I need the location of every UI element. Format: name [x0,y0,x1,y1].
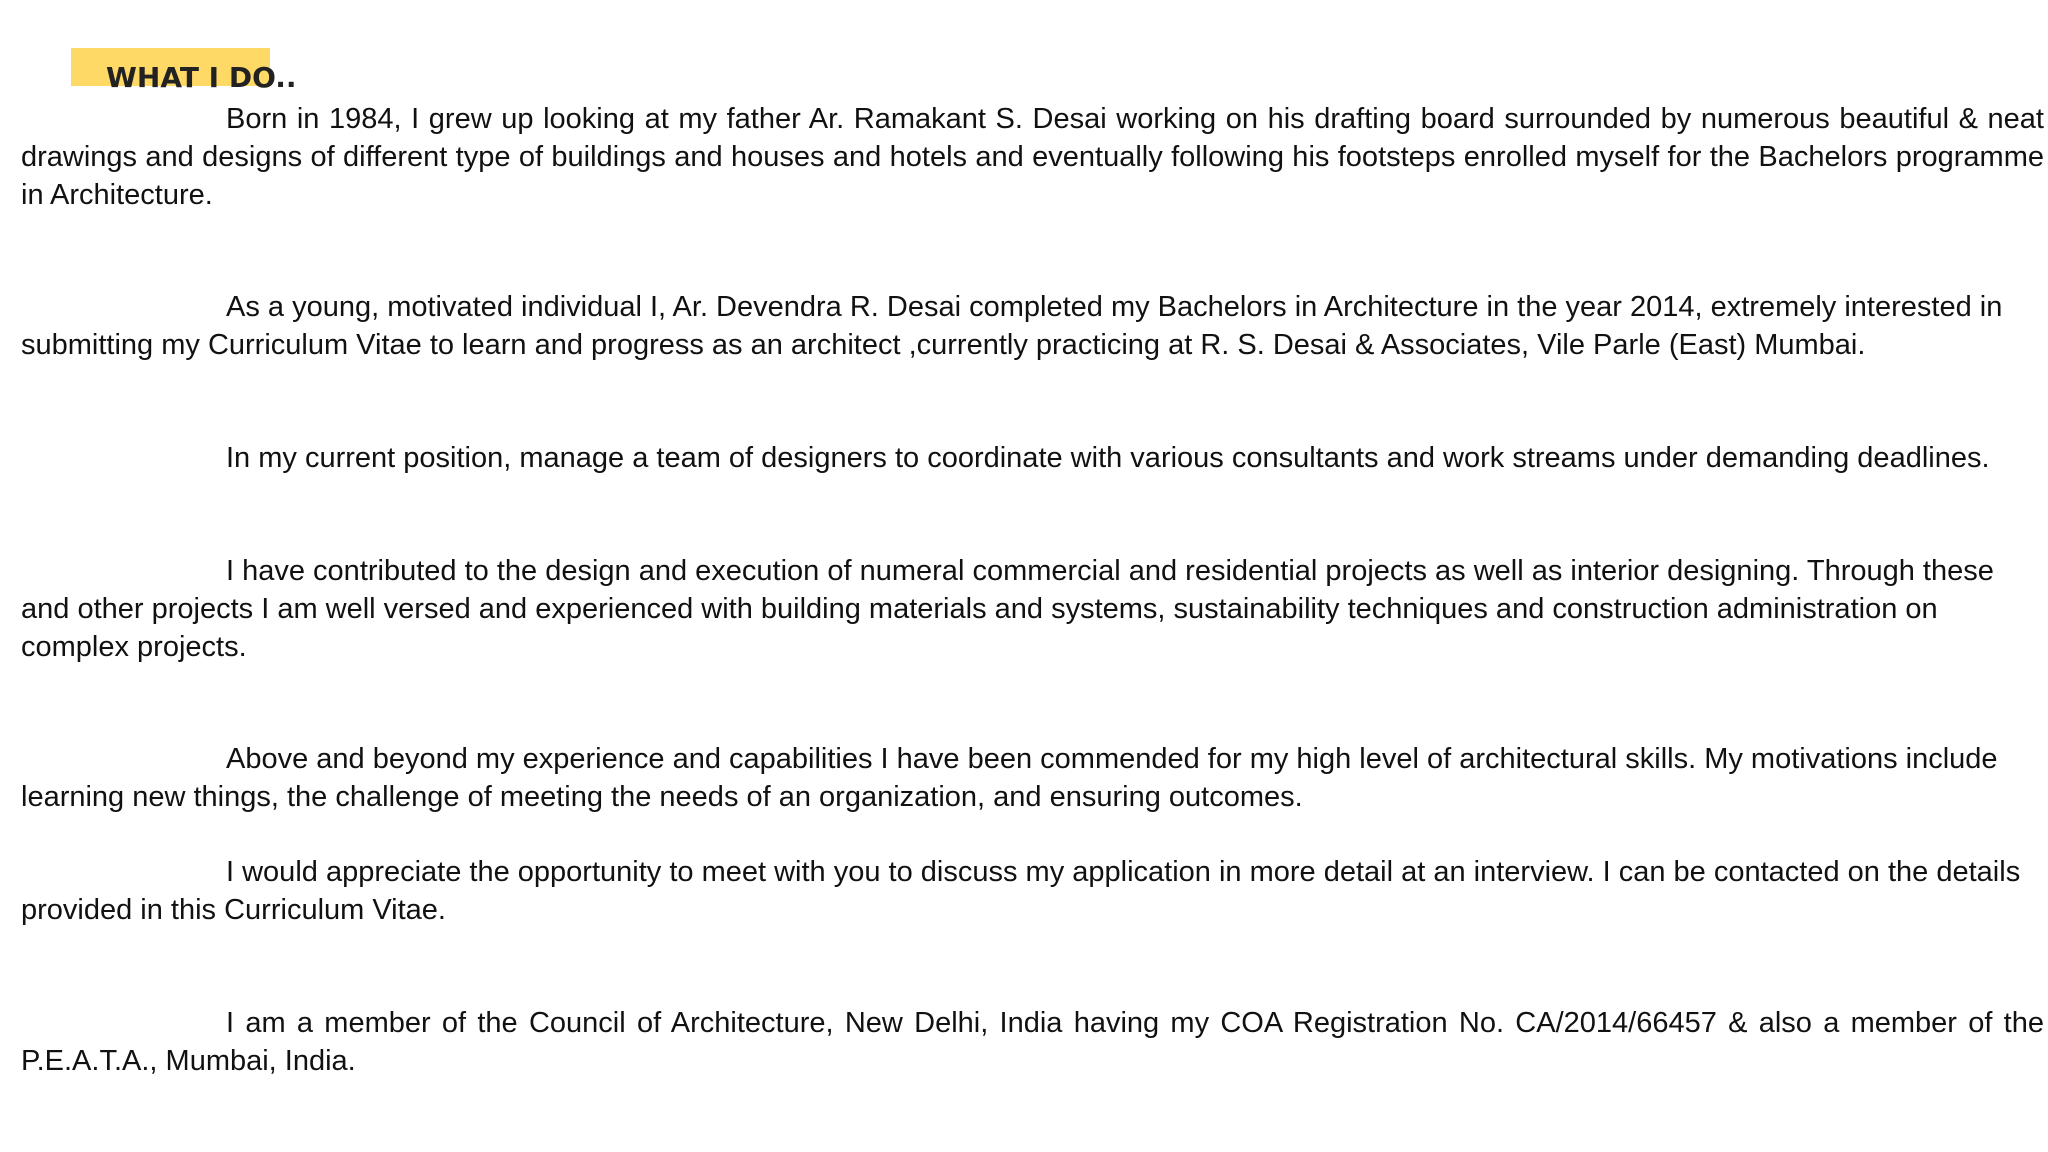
paragraph-projects: I have contributed to the design and execution of numeral commercial and residential projects as well as interior designing. Through these and other projects I am well versed and experienced with building materials and systems, sustainability techniques and construction administration on complex projects. [21,555,1994,663]
paragraph-current-position: In my current position, manage a team of designers to coordinate with various consultants and work streams under demanding deadlines. [226,442,1990,474]
paragraph-background: Born in 1984, I grew up looking at my father Ar. Ramakant S. Desai working on his drafting board surrounded by numerous beautiful & neat drawings and designs of different type of buildings and houses and hotels and eventually following his footsteps enrolled myself for the Bachelors programme in Architecture. [21,103,2044,211]
section-heading: WHAT I DO.. [106,61,297,94]
paragraph-contact: I would appreciate the opportunity to meet with you to discuss my application in more detail at an interview. I can be contacted on the details provided in this Curriculum Vitae. [21,856,2021,926]
paragraph-motivations: Above and beyond my experience and capabilities I have been commended for my high level of architectural skills. My motivations include learning new things, the challenge of meeting the needs of an organization, and ensuring outcomes. [21,743,1998,813]
paragraph-membership: I am a member of the Council of Architecture, New Delhi, India having my COA Registration No. CA/2014/66457 & also a member of the P.E.A.T.A., Mumbai, India. [21,1007,2044,1077]
paragraph-education: As a young, motivated individual I, Ar. Devendra R. Desai completed my Bachelors in Architecture in the year 2014, extremely interested in submitting my Curriculum Vitae to learn and progress as an architect ,currently practicing at R. S. Desai & Associates, Vile Parle (East) Mumbai. [21,291,2003,361]
